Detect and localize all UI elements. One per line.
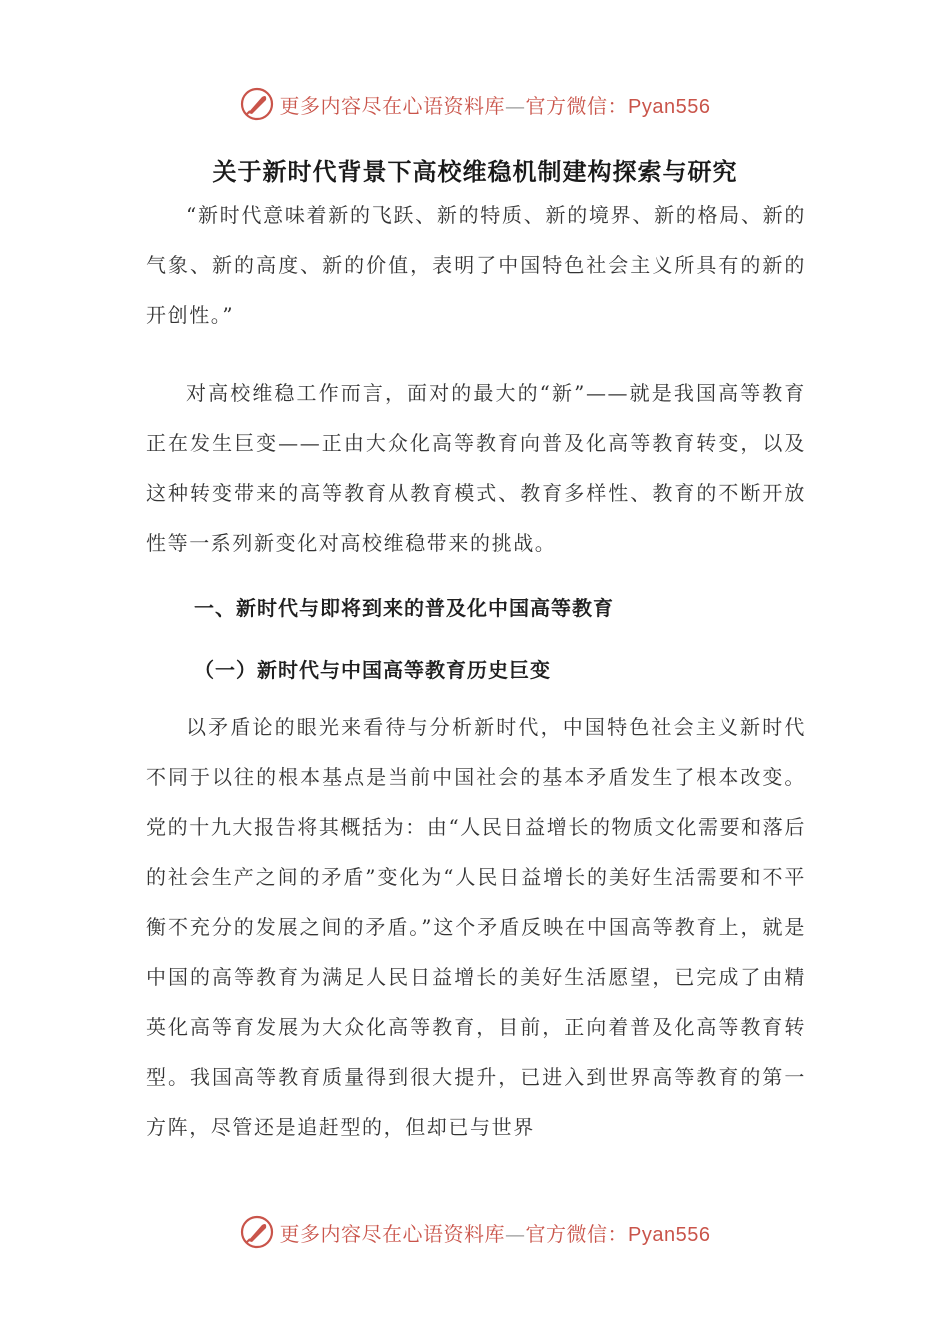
watermark-wechat-id: Pyan556: [628, 95, 711, 118]
watermark-wechat-label: 官方微信：: [525, 1221, 629, 1246]
footer-watermark: [0, 1212, 950, 1252]
watermark-brand: 更多内容尽在心语资料库: [279, 93, 506, 118]
watermark-wechat-label: 官方微信：: [525, 93, 629, 118]
quill-pen-icon: [240, 87, 274, 121]
watermark-wechat-id: Pyan556: [628, 1223, 711, 1246]
paragraph-quote: “新时代意味着新的飞跃、新的特质、新的境界、新的格局、新的气象、新的高度、新的价值，表明了中国特色社会主义所具有的新的开创性。”: [146, 203, 806, 327]
document-title: 关于新时代背景下高校维稳机制建构探索与研究: [212, 158, 738, 186]
watermark-dash: —: [505, 93, 526, 118]
watermark-text: [280, 1218, 711, 1247]
header-watermark: [0, 84, 950, 124]
section-heading: 一、新时代与即将到来的普及化中国高等教育: [194, 596, 614, 620]
paragraph-intro: 对高校维稳工作而言，面对的最大的“新”——就是我国高等教育正在发生巨变——正由大众化高等教育向普及化高等教育转变，以及这种转变带来的高等教育从教育模式、教育多样性、教育的不断开放性等一系列新变化对高校维稳带来的挑战。: [146, 381, 806, 555]
quill-pen-icon: [240, 1215, 274, 1249]
watermark-dash: —: [505, 1221, 526, 1246]
paragraph-body: 以矛盾论的眼光来看待与分析新时代，中国特色社会主义新时代不同于以往的根本基点是当前中国社会的基本矛盾发生了根本改变。党的十九大报告将其概括为：由“人民日益增长的物质文化需要和落后的社会生产之间的矛盾”变化为“人民日益增长的美好生活需要和不平衡不充分的发展之间的矛盾。”这个矛盾反映在中国高等教育上，就是中国的高等教育为满足人民日益增长的美好生活愿望，已完成了由精英化高等育发展为大众化高等教育，目前，正向着普及化高等教育转型。我国高等教育质量得到很大提升，已进入到世界高等教育的第一方阵，尽管还是追赶型的，但却已与世界: [146, 715, 806, 1139]
watermark-text: [280, 90, 711, 119]
watermark-brand: 更多内容尽在心语资料库: [279, 1221, 506, 1246]
subsection-heading: （一）新时代与中国高等教育历史巨变: [194, 658, 551, 682]
